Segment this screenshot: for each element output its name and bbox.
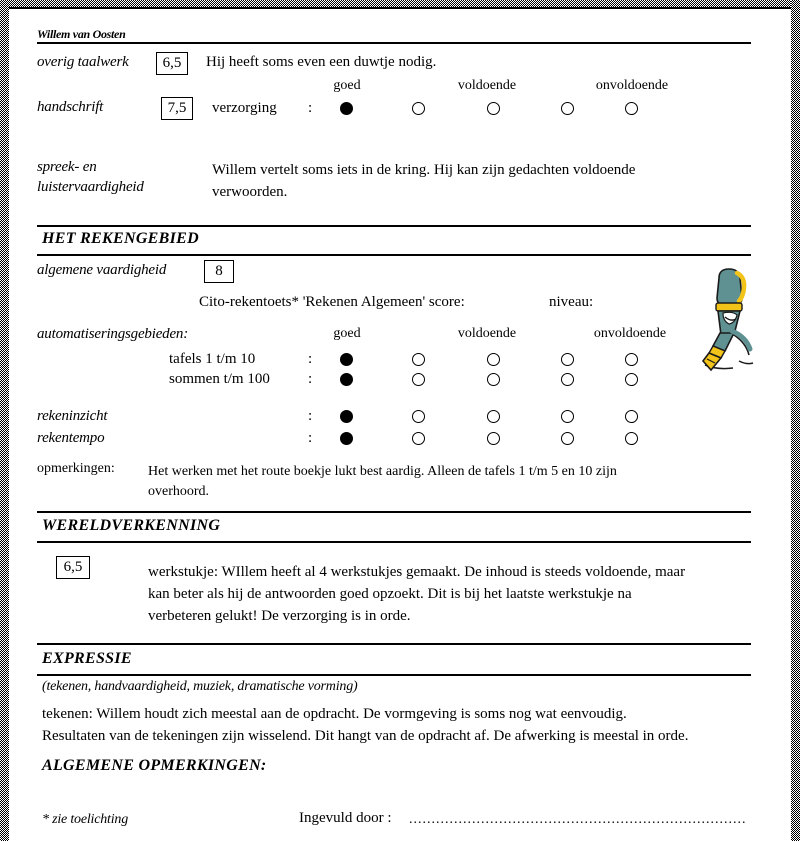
rating-circle-sommen-5[interactable] (625, 373, 638, 386)
section-title-rekengebied: HET REKENGEBIED (42, 230, 199, 247)
scale-header-onvoldoende-2: onvoldoende (593, 326, 667, 341)
niveau-label: niveau: (549, 294, 594, 310)
row-label-spreek-line1: spreek- en (37, 159, 97, 175)
footnote-zie-toelichting: * zie toelichting (42, 812, 129, 827)
expression-subtitle: (tekenen, handvaardigheid, muziek, dramatische vorming) (42, 679, 358, 694)
rating-circle-verzorging-5[interactable] (625, 102, 638, 115)
scale-header-goed-1: goed (333, 78, 361, 93)
rating-circle-verzorging-4[interactable] (561, 102, 574, 115)
rating-circle-sommen-1[interactable] (340, 373, 353, 386)
section-title-expressie: EXPRESSIE (42, 650, 132, 667)
row-label-spreek-line2: luistervaardigheid (37, 179, 144, 195)
speaking-text-line2: verwoorden. (212, 184, 288, 200)
rating-colon-sommen: : (308, 371, 313, 387)
rating-circle-verzorging-3[interactable] (487, 102, 500, 115)
score-box-wereldverkenning[interactable]: 6,5 (56, 556, 90, 579)
rating-colon-rekeninzicht: : (308, 408, 313, 424)
expression-text-line2: Resultaten van de tekeningen zijn wisselend. Dit hangt van de opdracht af. De afwerking is meestal in orde. (42, 728, 689, 744)
rating-circle-rekentempo-4[interactable] (561, 432, 574, 445)
filled-by-dotted-line[interactable]: ........................................................................... (409, 812, 747, 827)
rating-colon-verzorging: : (308, 100, 313, 116)
rating-circle-verzorging-1[interactable] (340, 102, 353, 115)
rating-colon-rekentempo: : (308, 430, 313, 446)
report-sheet (9, 9, 791, 841)
row-label-rekeninzicht: rekeninzicht (37, 408, 108, 424)
rating-circle-tafels-1[interactable] (340, 353, 353, 366)
world-section-divider-top (37, 511, 751, 513)
row-label-algemene-vaardigheid: algemene vaardigheid (37, 262, 167, 278)
math-remarks-line1: Het werken met het route boekje lukt best aardig. Alleen de tafels 1 t/m 5 en 10 zijn (148, 464, 617, 479)
row-label-rekentempo: rekentempo (37, 430, 105, 446)
rating-circle-tafels-3[interactable] (487, 353, 500, 366)
section-title-algemene-opmerkingen: ALGEMENE OPMERKINGEN: (42, 757, 267, 774)
rating-circle-rekentempo-2[interactable] (412, 432, 425, 445)
row-label-handschrift: handschrift (37, 99, 104, 115)
score-box-handschrift[interactable]: 7,5 (161, 97, 193, 120)
scale-header-voldoende-2: voldoende (457, 326, 517, 341)
expression-section-divider-top (37, 643, 751, 645)
row-label-tafels: tafels 1 t/m 10 (169, 351, 256, 367)
rating-circle-sommen-4[interactable] (561, 373, 574, 386)
world-text-line1: werkstukje: WIllem heeft al 4 werkstukjes gemaakt. De inhoud is steeds voldoende, maar (148, 564, 686, 580)
cito-test-label: Cito-rekentoets* 'Rekenen Algemeen' score: (199, 294, 465, 310)
scale-header-voldoende-1: voldoende (457, 78, 517, 93)
automation-areas-label: automatiseringsgebieden: (37, 326, 189, 342)
rating-circle-rekeninzicht-1[interactable] (340, 410, 353, 423)
fountain-pen-mascot-icon (699, 265, 761, 375)
rating-circle-rekeninzicht-4[interactable] (561, 410, 574, 423)
rating-circle-rekentempo-1[interactable] (340, 432, 353, 445)
rating-circle-sommen-3[interactable] (487, 373, 500, 386)
math-section-divider-bottom (37, 254, 751, 256)
expression-text-line1: tekenen: Willem houdt zich meestal aan de opdracht. De vormgeving is soms nog wat eenvoudig. (42, 706, 627, 722)
page-border-left (0, 0, 9, 841)
rating-circle-rekentempo-3[interactable] (487, 432, 500, 445)
rating-circle-tafels-2[interactable] (412, 353, 425, 366)
page-border-right (791, 0, 800, 841)
rating-circle-tafels-4[interactable] (561, 353, 574, 366)
math-remarks-line2: overhoord. (148, 484, 210, 499)
math-section-divider-top (37, 225, 751, 227)
rating-circle-tafels-5[interactable] (625, 353, 638, 366)
row-label-overig-taalwerk: overig taalwerk (37, 54, 129, 70)
score-box-overig-taalwerk[interactable]: 6,5 (156, 52, 188, 75)
speaking-text-line1: Willem vertelt soms iets in de kring. Hij kan zijn gedachten voldoende (212, 162, 636, 178)
world-section-divider-bottom (37, 541, 751, 543)
rating-circle-rekentempo-5[interactable] (625, 432, 638, 445)
student-name: Willem van Oosten (37, 27, 126, 41)
rating-circle-rekeninzicht-2[interactable] (412, 410, 425, 423)
scale-header-goed-2: goed (333, 326, 361, 341)
world-text-line3: verbeteren gelukt! De verzorging is in orde. (148, 608, 411, 624)
rating-circle-rekeninzicht-3[interactable] (487, 410, 500, 423)
rating-circle-sommen-2[interactable] (412, 373, 425, 386)
expression-section-divider-bottom (37, 674, 751, 676)
scale-header-onvoldoende-1: onvoldoende (595, 78, 669, 93)
filled-by-label: Ingevuld door : (299, 810, 392, 826)
score-box-algemene-vaardigheid[interactable]: 8 (204, 260, 234, 283)
rating-circle-verzorging-2[interactable] (412, 102, 425, 115)
rating-circle-rekeninzicht-5[interactable] (625, 410, 638, 423)
rating-label-verzorging: verzorging (212, 100, 277, 116)
section-title-wereldverkenning: WERELDVERKENNING (42, 517, 221, 534)
math-remarks-label: opmerkingen: (37, 461, 115, 476)
row-label-sommen: sommen t/m 100 (169, 371, 270, 387)
comment-overig-taalwerk: Hij heeft soms even een duwtje nodig. (206, 54, 437, 70)
header-divider (37, 42, 751, 44)
rating-colon-tafels: : (308, 351, 313, 367)
world-text-line2: kan beter als hij de antwoorden goed opzoekt. Dit is bij het laatste werkstukje na (148, 586, 632, 602)
